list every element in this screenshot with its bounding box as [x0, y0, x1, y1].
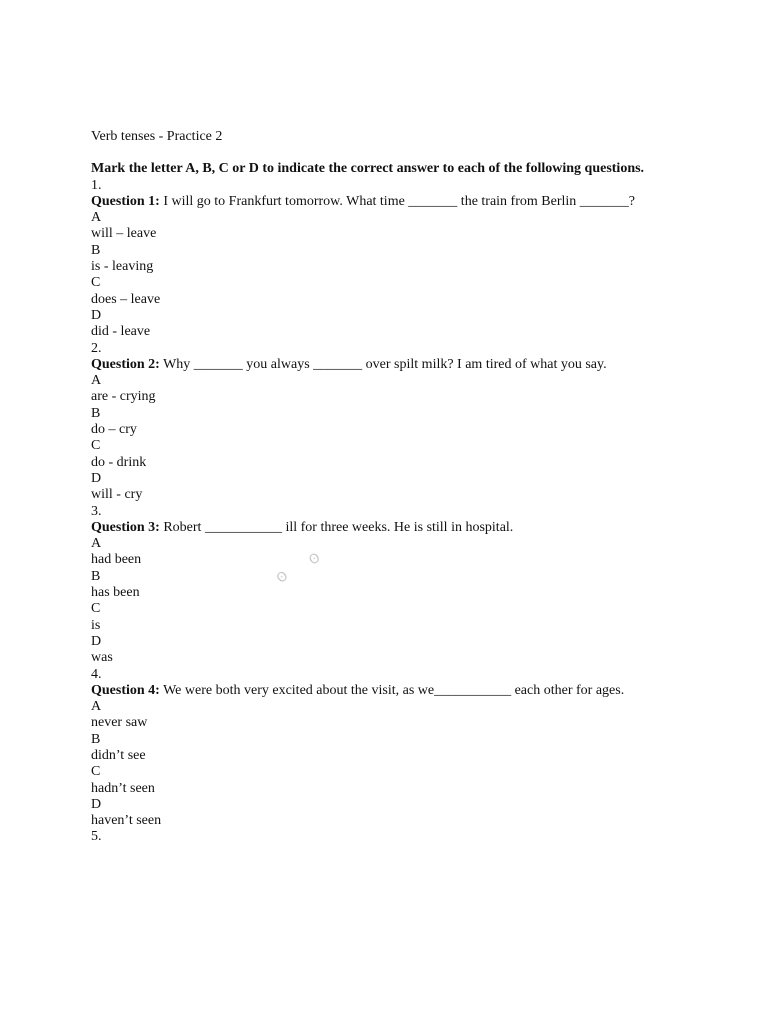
question-stem [91, 683, 691, 699]
option-letter: B [91, 242, 101, 258]
option-letter: A [91, 536, 102, 552]
question-label: Question 2: [91, 356, 160, 372]
option-text: will - cry [91, 487, 143, 503]
question-number: 2. [91, 340, 102, 356]
question-block [91, 178, 691, 341]
option-text: did - leave [91, 324, 151, 340]
option-letter: B [91, 731, 101, 747]
option-text: never saw [91, 715, 148, 731]
option-text: is - leaving [91, 259, 154, 275]
question-block [91, 504, 691, 667]
option-letter: D [91, 796, 102, 812]
question-stem [91, 357, 691, 373]
document-body [91, 129, 691, 846]
page-title: Verb tenses - Practice 2 [91, 129, 223, 144]
question-stem [91, 194, 691, 210]
question-text: Robert ___________ ill for three weeks. He is still in hospital. [159, 519, 514, 535]
option-text: do – cry [91, 422, 137, 438]
option-text: was [91, 650, 113, 666]
option-letter: D [91, 307, 102, 323]
question-stem [91, 520, 691, 536]
question-label: Question 1: [91, 193, 160, 209]
question-text: I will go to Frankfurt tomorrow. What time _______ the train from Berlin _______? [159, 193, 635, 209]
option-text: are - crying [91, 389, 156, 405]
question-number: 4. [91, 666, 102, 682]
option-text: does – leave [91, 291, 161, 307]
option-text: has been [91, 585, 140, 601]
option-text: had been [91, 552, 142, 568]
option-text: didn’t see [91, 747, 146, 763]
option-letter: B [91, 405, 101, 421]
question-label: Question 3: [91, 519, 160, 535]
question-text: Why _______ you always _______ over spilt milk? I am tired of what you say. [159, 356, 607, 372]
option-text: is [91, 617, 101, 633]
question-block [91, 667, 691, 830]
option-letter: A [91, 373, 102, 389]
option-text: will – leave [91, 226, 157, 242]
option-text: do - drink [91, 454, 147, 470]
watermark-icon: ʘ [273, 568, 292, 587]
option-letter: C [91, 764, 101, 780]
question-block [91, 341, 691, 504]
question-text: We were both very excited about the visit, as we___________ each other for ages. [159, 682, 625, 698]
option-letter: D [91, 633, 102, 649]
question-number: 1. [91, 177, 102, 193]
question-number: 3. [91, 503, 102, 519]
option-letter: C [91, 601, 101, 617]
instructions: Mark the letter A, B, C or D to indicate the correct answer to each of the following questions. [91, 161, 645, 177]
option-letter: A [91, 699, 102, 715]
option-text: hadn’t seen [91, 780, 155, 796]
watermark-icon: ʘ [306, 550, 323, 569]
question-number: 5. [91, 829, 102, 845]
option-letter: C [91, 275, 101, 291]
option-text: haven’t seen [91, 813, 162, 829]
option-letter: A [91, 210, 102, 226]
question-label: Question 4: [91, 682, 160, 698]
option-letter: B [91, 568, 101, 584]
option-letter: D [91, 470, 102, 486]
option-letter: C [91, 438, 101, 454]
